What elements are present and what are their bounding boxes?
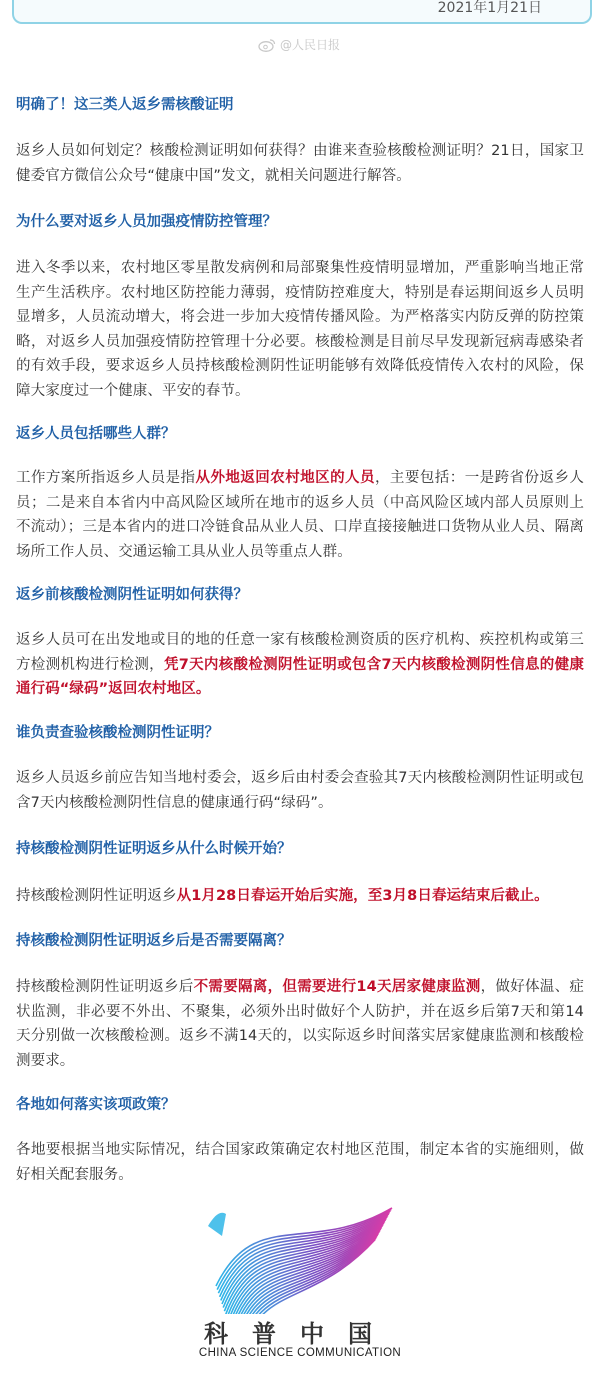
question-1: 为什么要对返乡人员加强疫情防控管理？ <box>16 214 277 230</box>
answer-4-text: 返乡人员返乡前应告知当地村委会，返乡后由村委会查验其7天内核酸检测阴性证明或包含7天内核酸检测阴性信息的健康通行码“绿码”。 <box>16 770 584 811</box>
article-title: 明确了！这三类人返乡需核酸证明 <box>16 97 234 113</box>
kepu-wave-emblem-icon <box>160 1196 440 1314</box>
kepu-china-logo <box>160 1196 440 1366</box>
weibo-icon <box>258 38 276 52</box>
answer-6-text-cont: ，做好体温、症状监测，非必要不外出、不聚集，必须外出时做好个人防护，并在返乡后第7天和第14天分别做一次核酸检测。返乡不满14天的，以实际返乡时间落实居家健康监测和核酸检测要求。 <box>16 979 584 1069</box>
answer-4 <box>16 766 584 815</box>
answer-2 <box>16 466 584 564</box>
question-4: 谁负责查验核酸检测阴性证明？ <box>16 725 219 741</box>
question-6: 持核酸检测阴性证明返乡后是否需要隔离？ <box>16 933 292 949</box>
answer-3-highlight: 凭7天内核酸检测阴性证明或包含7天内核酸检测阴性信息的健康通行码“绿码”返回农村地区。 <box>16 656 584 697</box>
answer-5-text: 持核酸检测阴性证明返乡 <box>16 888 177 904</box>
question-2: 返乡人员包括哪些人群？ <box>16 426 176 442</box>
answer-2-highlight: 从外地返回农村地区的人员 <box>195 470 375 486</box>
answer-5-highlight: 从1月28日春运开始后实施，至3月8日春运结束后截止。 <box>176 888 549 904</box>
answer-6 <box>16 975 584 1073</box>
answer-1 <box>16 256 584 403</box>
answer-1-text: 进入冬季以来，农村地区零星散发病例和局部聚集性疫情明显增加，严重影响当地正常生产生活秩序。农村地区防控能力薄弱，疫情防控难度大，特别是春运期间返乡人员明显增多，人员流动增大，将会进一步加大疫情传播风险。为严格落实内防反弹的防控策略，对返乡人员加强疫情防控管理十分必要。核酸检测是目前尽早发现新冠病毒感染者的有效手段，要求返乡人员持核酸检测阴性证明能够有效降低疫情传入农村的风险，保障大家度过一个健康、平安的春节。 <box>16 260 584 399</box>
answer-6-highlight: 不需要隔离，但需要进行14天居家健康监测 <box>193 979 481 995</box>
answer-3-text: 返乡人员可在出发地或目的地的任意一家有核酸检测资质的医疗机构、疾控机构或第三方检测机构进行检测， <box>16 632 584 673</box>
watermark-text: @人民日报 <box>280 38 341 52</box>
weibo-watermark <box>258 38 340 52</box>
publish-date: 2021年1月21日 <box>437 0 542 16</box>
answer-3 <box>16 628 584 702</box>
answer-5 <box>16 884 584 909</box>
answer-7-text: 各地要根据当地实际情况，结合国家政策确定农村地区范围，制定本省的实施细则，做好相关配套服务。 <box>16 1142 584 1183</box>
top-date-card <box>0 0 600 34</box>
answer-2-text-cont: ，主要包括：一是跨省份返乡人员；二是来自本省内中高风险区域所在地市的返乡人员（中高风险区域内部人员原则上不流动）；三是本省内的进口冷链食品从业人员、口岸直接接触进口货物从业人员、隔离场所工作人员、交通运输工具从业人员等重点人群。 <box>16 470 585 560</box>
logo-english-text: CHINA SCIENCE COMMUNICATION <box>198 1347 402 1359</box>
article-intro: 返乡人员如何划定？核酸检测证明如何获得？由谁来查验核酸检测证明？21日，国家卫健委官方微信公众号“健康中国”发文，就相关问题进行解答。 <box>16 143 584 184</box>
question-5: 持核酸检测阴性证明返乡从什么时候开始？ <box>16 841 292 857</box>
answer-6-text: 持核酸检测阴性证明返乡后 <box>16 979 194 995</box>
question-3: 返乡前核酸检测阴性证明如何获得？ <box>16 587 248 603</box>
logo-chinese-text: 科普中国 <box>204 1319 396 1348</box>
answer-7 <box>16 1138 584 1187</box>
question-7: 各地如何落实该项政策？ <box>16 1097 176 1113</box>
answer-2-text: 工作方案所指返乡人员是指 <box>16 470 196 486</box>
